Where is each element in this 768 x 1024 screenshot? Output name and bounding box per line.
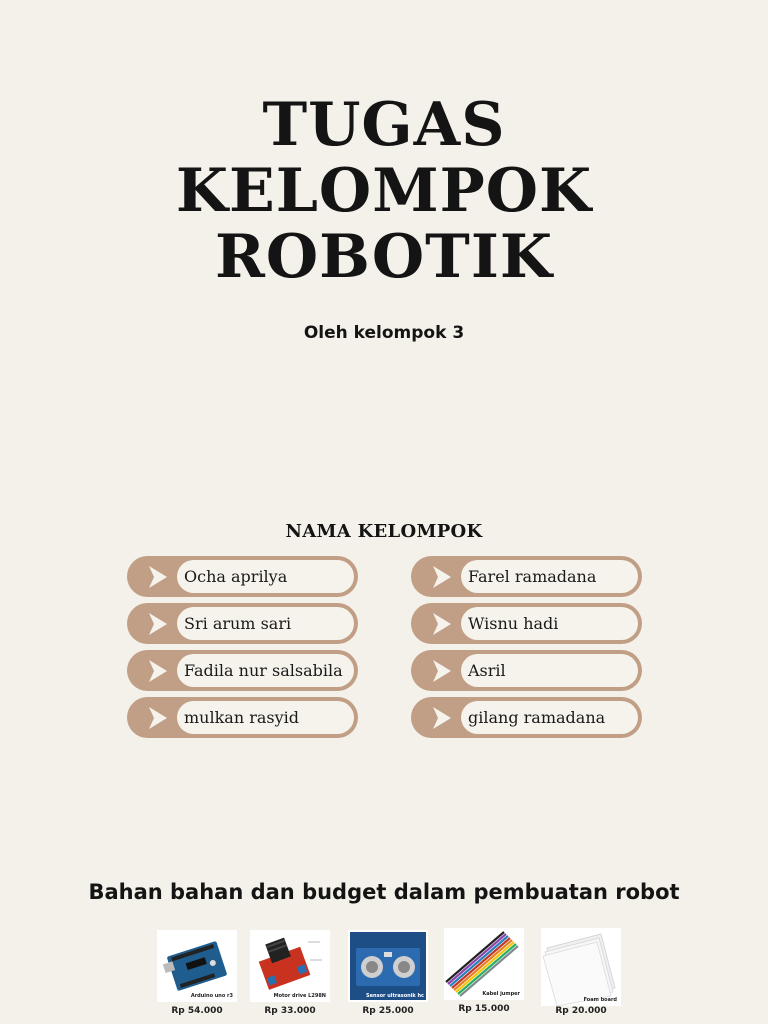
material-caption: Kabel jumper: [482, 991, 520, 997]
member-item: [411, 603, 642, 644]
material-price: Rp 33.000: [264, 1006, 316, 1016]
member-name: Asril: [468, 661, 506, 680]
play-arrow-icon: [145, 611, 171, 637]
play-arrow-icon: [145, 564, 171, 590]
material-caption: Sensor ultrasonik hc: [366, 993, 424, 999]
member-name: gilang ramadana: [468, 708, 606, 727]
member-item: [127, 603, 358, 644]
ultrasonic-sensor-image: [348, 930, 428, 1002]
material-price: Rp 54.000: [171, 1006, 223, 1016]
member-name: Ocha aprilya: [184, 567, 288, 586]
member-item: [411, 556, 642, 597]
member-name: Sri arum sari: [184, 614, 292, 633]
material-item: [444, 928, 524, 1014]
play-arrow-icon: [429, 705, 455, 731]
motor-driver-image: [250, 930, 330, 1002]
play-arrow-icon: [145, 658, 171, 684]
play-arrow-icon: [145, 705, 171, 731]
member-name: Fadila nur salsabila: [184, 661, 343, 680]
arduino-board-image: [157, 930, 237, 1002]
material-item: [157, 930, 237, 1016]
material-item: [250, 930, 330, 1016]
group-heading: NAMA KELOMPOK: [285, 521, 483, 542]
material-price: Rp 15.000: [458, 1004, 510, 1014]
play-arrow-icon: [429, 611, 455, 637]
member-name: mulkan rasyid: [184, 708, 300, 727]
material-caption: Foam board: [583, 997, 617, 1003]
material-price: Rp 25.000: [362, 1006, 414, 1016]
material-item: [348, 930, 428, 1016]
title-line: TUGAS: [262, 90, 506, 160]
member-item: [411, 650, 642, 691]
member-item: [127, 697, 358, 738]
subtitle: Oleh kelompok 3: [303, 323, 465, 343]
material-price: Rp 20.000: [555, 1006, 607, 1016]
jumper-cable-image: [444, 928, 524, 1000]
material-caption: Motor drive L298N: [273, 993, 326, 999]
member-item: [127, 650, 358, 691]
foam-board-image: [541, 928, 621, 1006]
play-arrow-icon: [429, 564, 455, 590]
title-line: ROBOTIK: [214, 222, 554, 292]
materials-heading: Bahan bahan dan budget dalam pembuatan robot: [88, 880, 680, 904]
member-item: [411, 697, 642, 738]
material-caption: Arduino uno r3: [190, 993, 233, 999]
member-name: Wisnu hadi: [468, 614, 559, 633]
title-line: KELOMPOK: [175, 156, 593, 226]
member-name: Farel ramadana: [468, 567, 597, 586]
play-arrow-icon: [429, 658, 455, 684]
material-item: [541, 928, 621, 1016]
member-item: [127, 556, 358, 597]
